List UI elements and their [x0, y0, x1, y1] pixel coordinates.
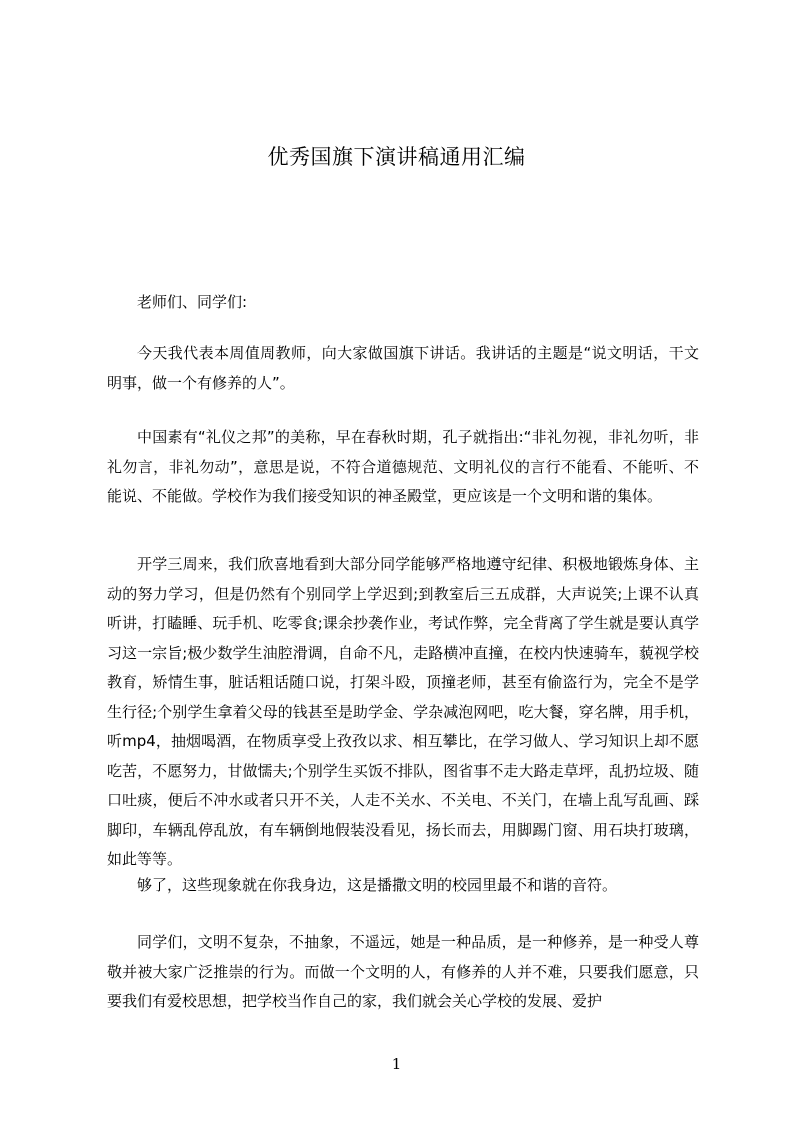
- paragraph-2: 中国素有“礼仪之邦”的美称，早在春秋时期，孔子就指出:“非礼勿视，非礼勿听，非礼勿言，非礼勿动”，意思是说，不符合道德规范、文明礼仪的言行不能看、不能听、不能说、不能做。学校作为我们接受知识的神圣殿堂，更应该是一个文明和谐的集体。: [107, 428, 699, 505]
- paragraph-5: 同学们，文明不复杂，不抽象，不遥远，她是一种品质，是一种修养，是一种受人尊敬并被大家广泛推崇的行为。而做一个文明的人，有修养的人并不难，只要我们愿意，只要我们有爱校思想，把学校当作自己的家，我们就会关心学校的发展、爱护: [107, 933, 699, 1010]
- document-title: 优秀国旗下演讲稿通用汇编: [267, 145, 526, 169]
- paragraph-3: 开学三周来，我们欣喜地看到大部分同学能够严格地遵守纪律、积极地锻炼身体、主动的努力学习，但是仍然有个别同学上学迟到;到教室后三五成群，大声说笑;上课不认真听讲，打瞌睡、玩手机、吃零食;课余抄袭作业，考试作弊，完全背离了学生就是要认真学习这一宗旨;极少数学生油腔滑调，自命不凡，走路横冲直撞，在校内快速骑车，藐视学校教育，矫情生事，脏话粗话随口说，打架斗殴，顶撞老师，甚至有偷盗行为，完全不是学生行径;个别学生拿着父母的钱甚至是助学金、学杂减泡网吧，吃大餐，穿名牌，用手机，听mp4，抽烟喝酒，在物质享受上孜孜以求、相互攀比，在学习做人、学习知识上却不愿吃苦，不愿努力，甘做懦夫;个别学生买饭不排队，图省事不走大路走草坪，乱扔垃圾、随口吐痰，便后不冲水或者只开不关，人走不关水、不关电、不关门，在墙上乱写乱画、踩脚印，车辆乱停乱放，有车辆倒地假装没看见，扬长而去，用脚踢门窗、用石块打玻璃，如此等等。: [107, 555, 699, 868]
- paragraph-4: 够了，这些现象就在你我身边，这是播撒文明的校园里最不和谐的音符。: [137, 876, 618, 894]
- salutation: 老师们、同学们:: [137, 293, 248, 311]
- paragraph-1: 今天我代表本周值周教师，向大家做国旗下讲话。我讲话的主题是“说文明话，干文明事，做一个有修养的人”。: [107, 344, 699, 392]
- page-number: 1: [391, 1055, 402, 1073]
